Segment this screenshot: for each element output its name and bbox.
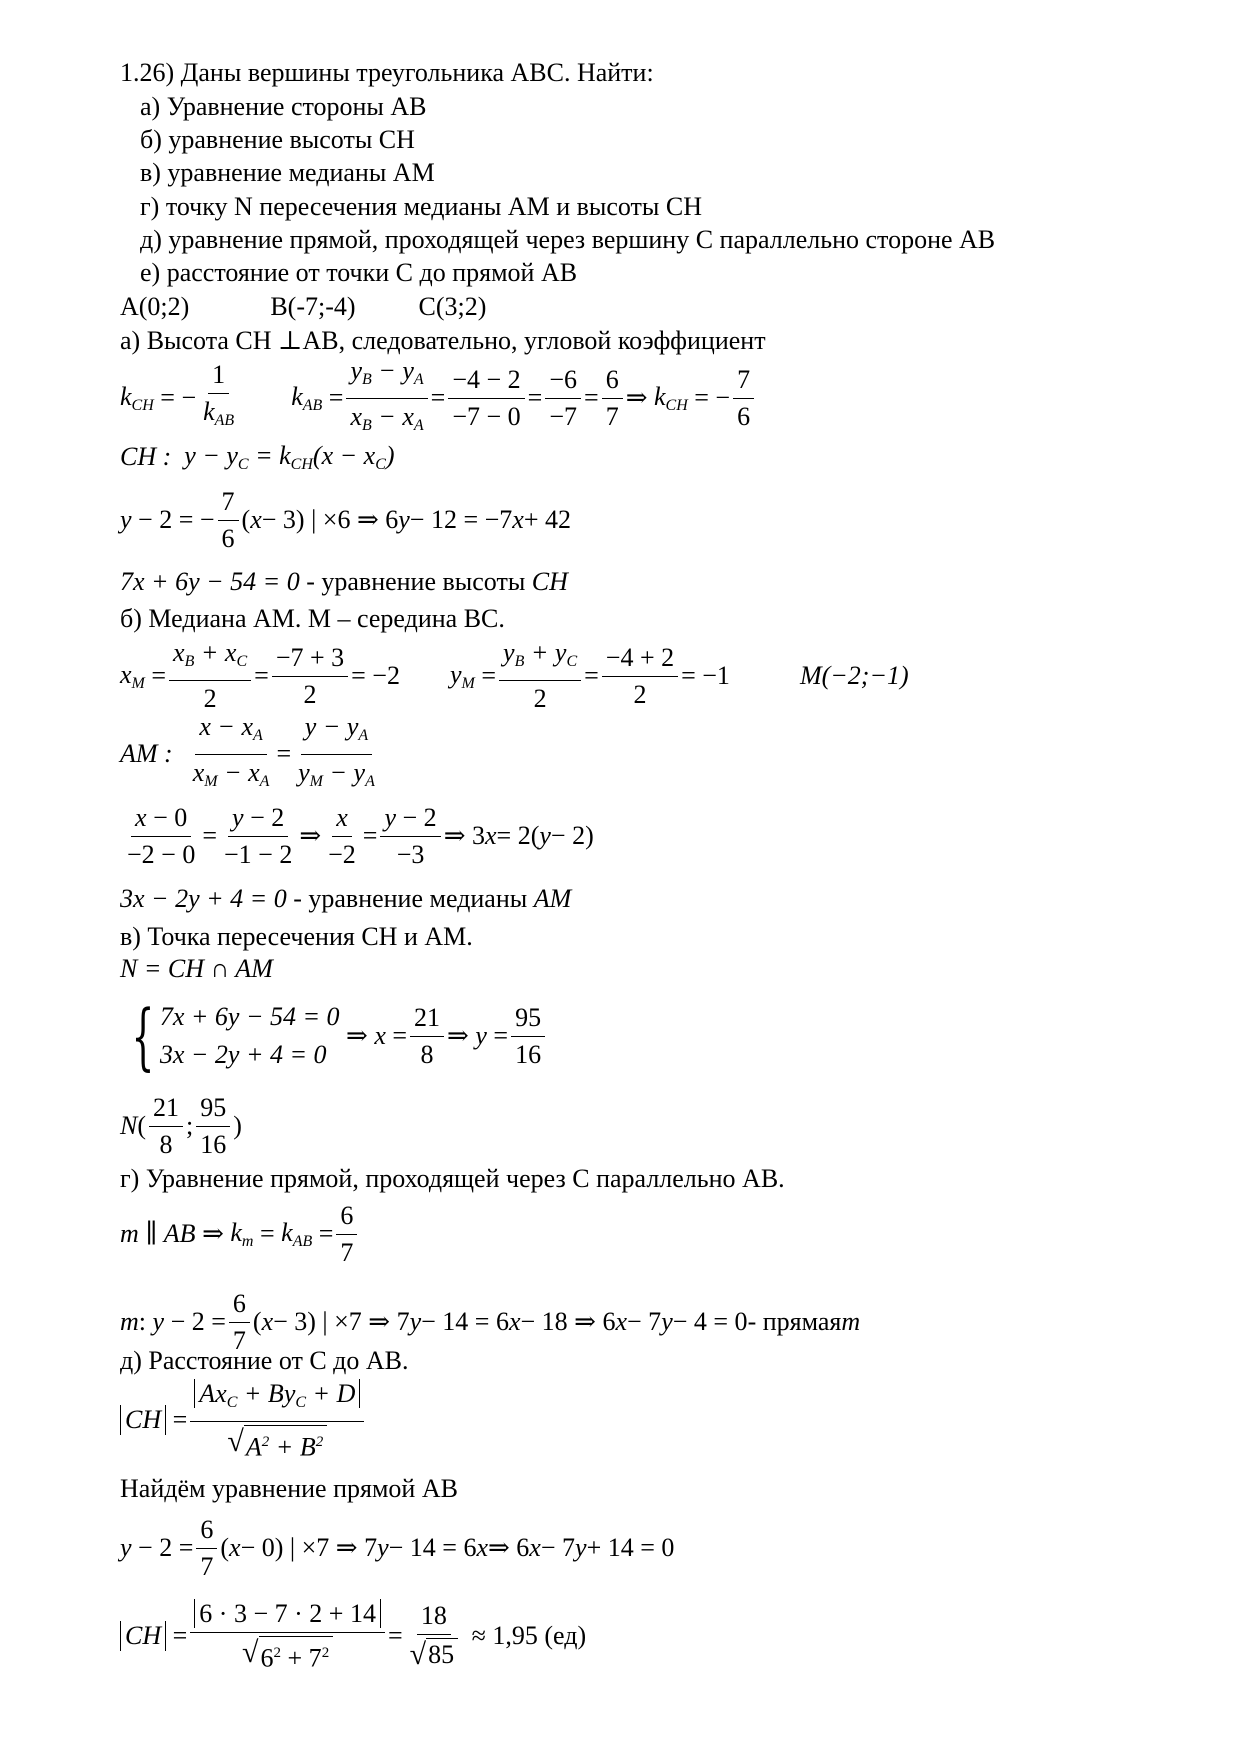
distance-result: CH = 6 · 3 − 7 · 2 + 14 √ $6^2 + 7^2$ = 18 √ 85 ≈ 1,95 (ед) — [120, 1594, 586, 1678]
task-item-d: г) точку N пересечения медианы АМ и высоты СН — [140, 192, 702, 221]
ch-line-equation: CH : $y - y_C = k_{CH}(x - x_C)$ — [120, 440, 395, 473]
task-item-a: а) Уравнение стороны АВ — [140, 92, 427, 121]
problem-title: 1.26) Даны вершины треугольника АВС. Найти: — [120, 58, 654, 87]
task-item-b: б) уравнение высоты СН — [140, 125, 415, 154]
vertex-b: B(-7;-4) — [270, 292, 356, 321]
system-brace: { — [131, 994, 155, 1078]
system-equations: 7x + 6y − 54 = 0 3x − 2y + 4 = 0 — [159, 1002, 340, 1069]
vertex-a: A(0;2) — [120, 292, 190, 321]
ab-equation: y − 2 = 6 7 ( x − 0) | ×7 ⇒ 7 y − 14 = 6 x ⇒ 6 x − 7 y + 14 = 0 — [120, 1514, 675, 1581]
ch-result: 7x + 6y − 54 = 0 - уравнение высоты CH — [120, 567, 568, 596]
task-item-f: е) расстояние от точки С до прямой АВ — [140, 258, 578, 287]
parallel-slope: m ∥ AB ⇒ $k_m$ = $k_{AB}$ = 6 7 — [120, 1198, 360, 1270]
midpoint-formula: $x_M$ = $x_B + x_C$ 2 = −7 + 3 2 = −2 $y_M$ = $y_B + y_C$ 2 = −4 + 2 2 = −1 M(−2;−1) — [120, 638, 909, 713]
part-e-heading: д) Расстояние от С до АВ. — [120, 1346, 409, 1375]
find-ab-heading: Найдём уравнение прямой АВ — [120, 1474, 458, 1503]
intersection-system: { 7x + 6y − 54 = 0 3x − 2y + 4 = 0 ⇒ x = 21 8 ⇒ y = 95 16 — [120, 996, 548, 1076]
point-n: N ( 21 8 ; 95 16 ) — [120, 1092, 242, 1159]
task-item-e: д) уравнение прямой, проходящей через вершину С параллельно стороне АВ — [140, 225, 996, 254]
part-a-heading: а) Высота СН ⊥АВ, следовательно, угловой коэффициент — [120, 326, 766, 355]
part-d-heading: г) Уравнение прямой, проходящей через С параллельно АВ. — [120, 1164, 785, 1193]
part-c-heading: в) Точка пересечения СН и АМ. — [120, 922, 473, 951]
vertex-list — [120, 292, 486, 322]
part-b-heading: б) Медиана АМ. М – середина ВС. — [120, 604, 505, 633]
ch-substitution: y − 2 = − 7 6 ( x − 3) | ×6 ⇒ 6 y − 12 = −7 x + 42 — [120, 486, 572, 553]
line-m-equation: m : y − 2 = 6 7 ( x − 3) | ×7 ⇒ 7 y − 14 = 6 x − 18 ⇒ 6 x − 7 y − 4 = 0 - прямая m — [120, 1288, 861, 1355]
point-m: M(−2;−1) — [799, 661, 909, 690]
slope-formula: $k_{CH}$ = − 1 $k_{AB}$ $k_{AB}$ = $y_B - y_A$ $x_B - x_A$ = −4 − 2 −7 − 0 = −6 −7 = 6 7 ⇒ $k_{CH}$ = − 7 6 — [120, 362, 757, 434]
am-substitution: x − 0 −2 − 0 = y − 2 −1 − 2 ⇒ x −2 = y − 2 −3 ⇒ 3 x = 2( y − 2) — [127, 802, 594, 869]
task-item-c: в) уравнение медианы АМ — [140, 158, 435, 187]
am-line-formula: AM : $x - x_A$ $x_M - x_A$ = $y - y_A$ $y_M - y_A$ — [120, 711, 375, 790]
distance-value: ≈ 1,95 (ед) — [471, 1621, 587, 1650]
am-result: 3x − 2y + 4 = 0 - уравнение медианы AM — [120, 884, 572, 913]
vertex-c: C(3;2) — [418, 292, 487, 321]
intersection-definition: N = CH ∩ AM — [120, 954, 273, 983]
distance-formula: CH = $Ax_C + By_C + D$ √ $A^2 + B^2$ — [120, 1380, 367, 1460]
